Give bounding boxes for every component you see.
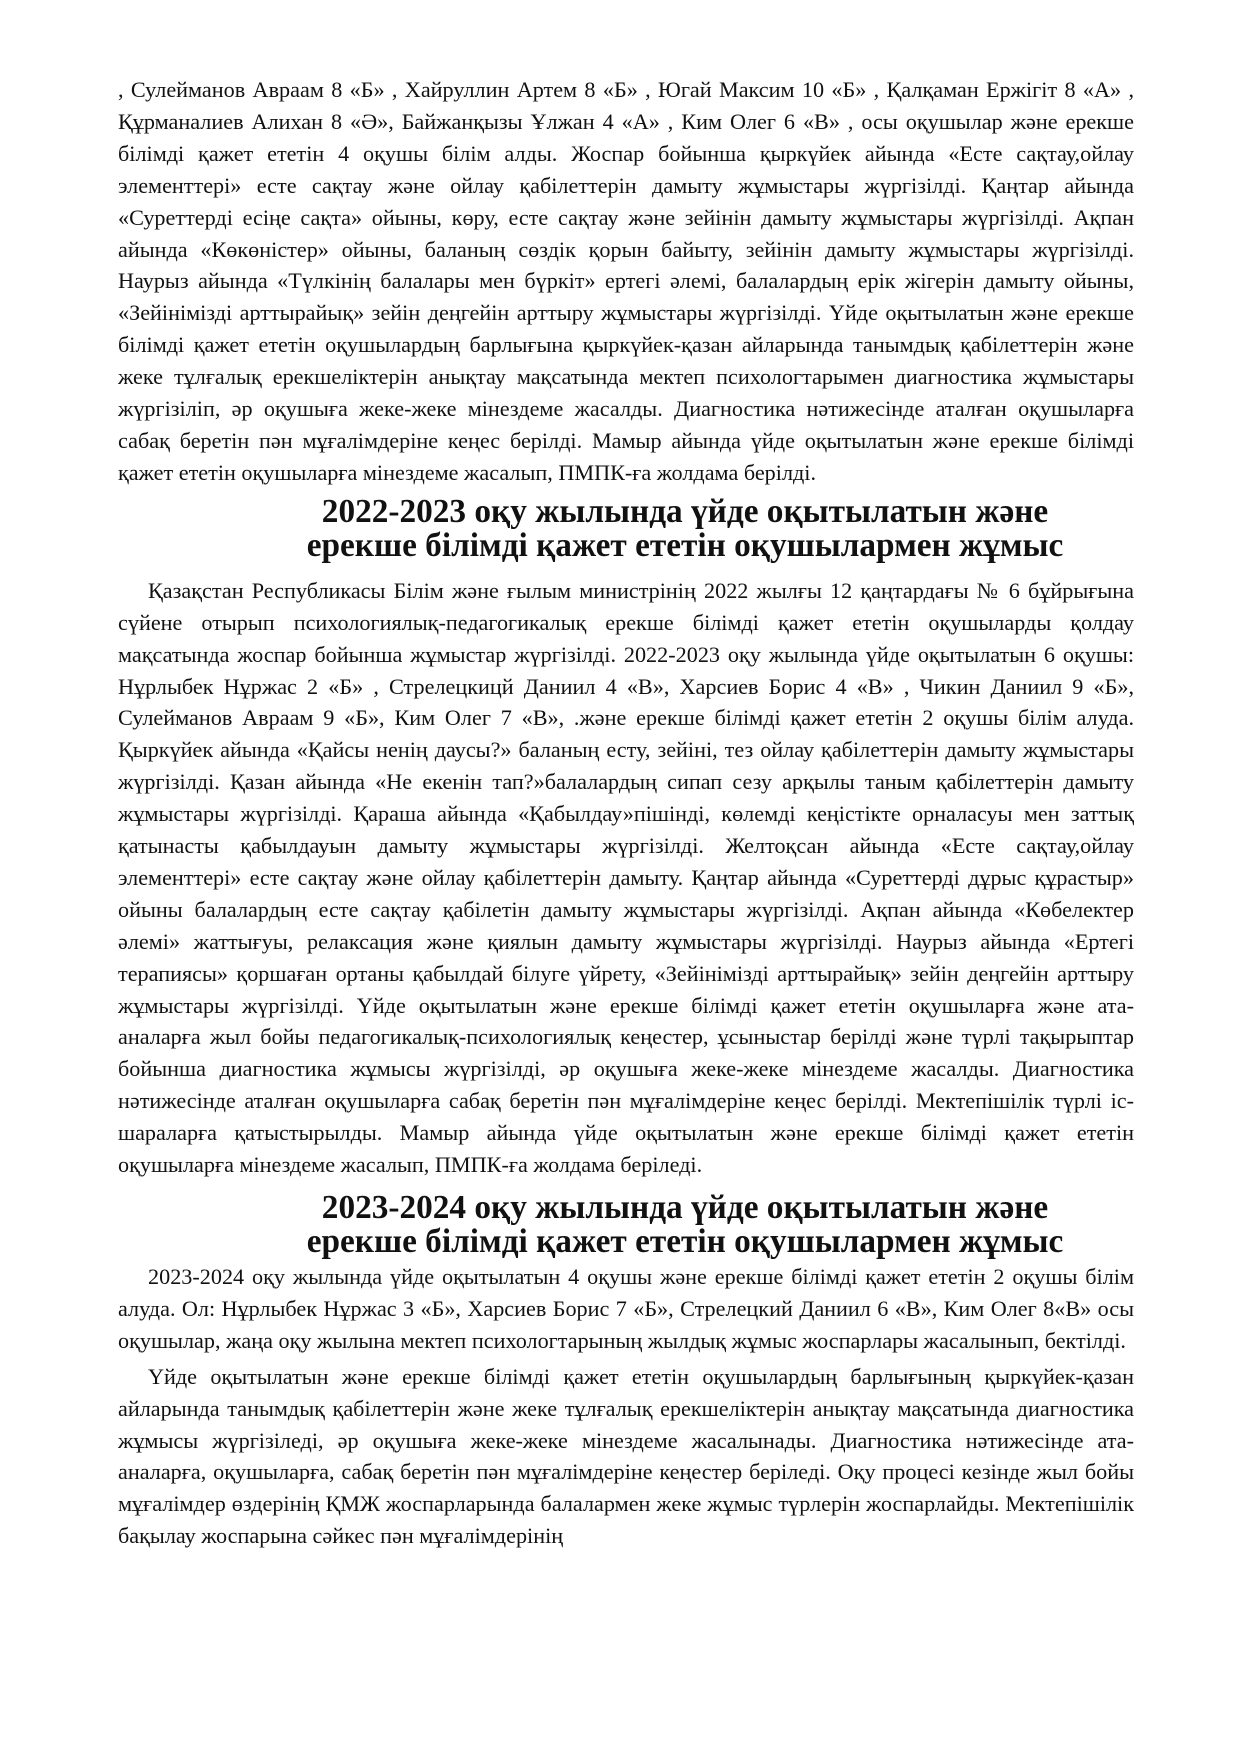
section-heading-2022-2023	[118, 492, 1134, 564]
heading-line-1: 2022-2023 оқу жылында үйде оқытылатын және	[321, 492, 1049, 530]
paragraph-2023-2024-students: 2023-2024 оқу жылында үйде оқытылатын 4 оқушы және ерекше білімді қажет ететін 2 оқушы білім алуда. Ол: Нұрлыбек Нұржас 3 «Б», Харсиев Борис 7 «Б», Стрелецкий Даниил 6 «В», Ким Олег 8«В» осы оқушылар, жаңа оқу жылына мектеп психологтарының жылдық жұмыс жоспарлары жасалынып, бектілді.	[118, 1264, 1134, 1353]
heading-line-2: ерекше білімді қажет ететін оқушылармен жұмыс	[306, 526, 1064, 564]
document-page	[118, 74, 1134, 1552]
paragraph-2023-2024-diagnostics: Үйде оқытылатын және ерекше білімді қажет ететін оқушылардың барлығының қыркүйек-қазан айларында танымдық қабілеттерін және жеке тұлғалық ерекшеліктерін анықтау мақсатында диагностика жұмысы жүргізіледі, әр оқушыға жеке-жеке мінездеме жасалынады. Диагностика нәтижесінде ата-аналарға, оқушыларға, сабақ беретін пән мұғалімдеріне кеңестер беріледі. Оқу процесі кезінде жыл бойы мұғалімдер өздерінің ҚМЖ жоспарларында балалармен жеке жұмыс түрлерін жоспарлайды. Мектепішілік бақылау жоспарына сәйкес пән мұғалімдерінің	[118, 1363, 1134, 1549]
heading-line-1: 2023-2024 оқу жылында үйде оқытылатын және	[321, 1189, 1049, 1226]
paragraph-students-2021: , Сулейманов Авраам 8 «Б» , Хайруллин Артем 8 «Б» , Югай Максим 10 «Б» , Қалқаман Ержігіт 8 «А» , Құрманалиев Алихан 8 «Ә», Байжанқызы Ұлжан 4 «А» , Ким Олег 6 «В» , осы оқушылар және ерекше білімді қажет ететін 4 оқушы білім алды. Жоспар бойынша қыркүйек айында «Есте сақтау,ойлау элементтері» есте сақтау және ойлау қабілеттерін дамыту жұмыстары жүргізілді. Қаңтар айында «Суреттерді есіңе сақта» ойыны, көру, есте сақтау және зейінін дамыту жұмыстары жүргізілді. Ақпан айында «Көкөністер» ойыны, баланың сөздік қорын байыту, зейінін дамыту жұмыстары жүргізілді. Наурыз айында «Түлкінің балалары мен бүркіт» ертегі әлемі, балалардың ерік жігерін дамыту ойыны, «Зейінімізді арттырайық» зейін деңгейін арттыру жұмыстары жүргізілді. Үйде оқытылатын және ерекше білімді қажет ететін оқушылардың барлығына қыркүйек-қазан айларында танымдық қабілеттерін және жеке тұлғалық ерекшеліктерін анықтау мақсатында мектеп психологтарымен диагностика жұмыстары жүргізіліп, әр оқушыға жеке-жеке мінездеме жасалды. Диагностика нәтижесінде аталған оқушыларға сабақ беретін пән мұғалімдеріне кеңес берілді. Мамыр айында үйде оқытылатын және ерекше білімді қажет ететін оқушыларға мінездеме жасалып, ПМПК-ға жолдама берілді.	[118, 77, 1134, 485]
section-heading-2023-2024	[118, 1191, 1134, 1259]
heading-line-2: ерекше білімді қажет ететін оқушылармен жұмыс	[306, 1223, 1064, 1260]
paragraph-2022-2023: Қазақстан Республикасы Білім және ғылым министрінің 2022 жылғы 12 қаңтардағы № 6 бұйрығына сүйене отырып психологиялық-педагогикалық ерекше білімді қажет ететін оқушыларды қолдау мақсатында жоспар бойынша жұмыстар жүргізілді. 2022-2023 оқу жылында үйде оқытылатын 6 оқушы: Нұрлыбек Нұржас 2 «Б» , Стрелецкицй Даниил 4 «В», Харсиев Борис 4 «В» , Чикин Даниил 9 «Б», Сулейманов Авраам 9 «Б», Ким Олег 7 «В», .және ерекше білімді қажет ететін 2 оқушы білім алуда. Қыркүйек айында «Қайсы ненің даусы?» баланың есту, зейіні, тез ойлау қабілеттерін дамыту жұмыстары жүргізілді. Қазан айында «Не екенін тап?»балалардың сипап сезу арқылы таным қабілеттерін дамыту жұмыстары жүргізілді. Қараша айында «Қабылдау»пішінді, көлемді кеңістікте орналасуы мен заттық қатынасты қабылдауын дамыту жұмыстары жүргізілді. Желтоқсан айында «Есте сақтау,ойлау элементтері» есте сақтау және ойлау қабілеттерін дамыту. Қаңтар айында «Суреттерді дұрыс құрастыр» ойыны балалардың есте сақтау қабілетін дамыту жұмыстары жүргізілді. Ақпан айында «Көбелектер әлемі» жаттығуы, релаксация және қиялын дамыту жұмыстары жүргізілді. Наурыз айында «Ертегі терапиясы» қоршаған ортаны қабылдай білуге үйрету, «Зейінімізді арттырайық» зейін деңгейін арттыру жұмыстары жүргізілді. Үйде оқытылатын және ерекше білімді қажет ететін оқушыларға және ата-аналарға жыл бойы педагогикалық-психологиялық кеңестер, ұсыныстар берілді және түрлі тақырыптар бойынша диагностика жұмысы жүргізілді, әр оқушыға жеке-жеке мінездеме жасалды. Диагностика нәтижесінде аталған оқушыларға сабақ беретін пән мұғалімдеріне кеңес берілді. Мектепішілік түрлі іс-шараларға қатыстырылды. Мамыр айында үйде оқытылатын және ерекше білімді қажет ететін оқушыларға мінездеме жасалып, ПМПК-ға жолдама беріледі.	[118, 577, 1134, 1178]
